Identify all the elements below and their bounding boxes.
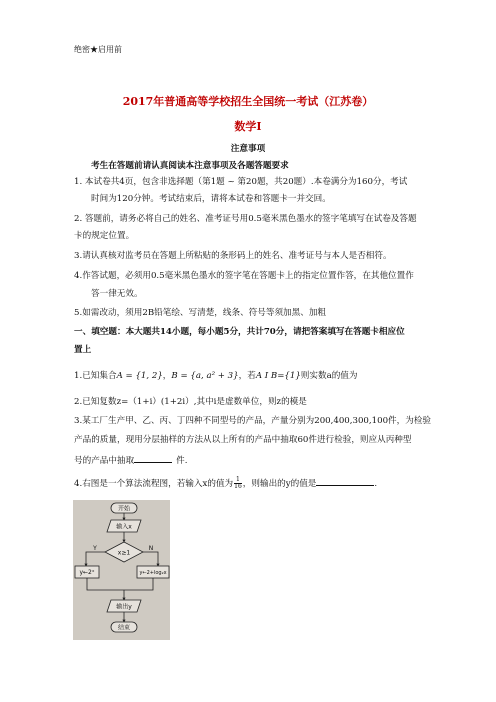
notice-subheading: 考生在答题前请认真阅读本注意事项及各题答题要求 — [91, 161, 289, 171]
flow-condition: x≥1 — [117, 549, 131, 557]
notice-item-2: 2. 答题前，请务必将自己的姓名、准考证号用0.5毫米黑色墨水的签字笔填写在试卷及答题 — [74, 214, 417, 224]
section-heading: 一、填空题：本大题共14小题，每小题5分，共计70分，请把答案填写在答题卡相应位 — [74, 327, 405, 337]
secret-mark: 绝密★启用前 — [74, 45, 122, 54]
q1-sep: ， — [162, 371, 172, 381]
notice-item-5: 5.如需改动，须用2B铅笔绘、写清楚，线条、符号等须加黑、加粗 — [74, 308, 327, 318]
q4-suffix: ，则输出的y的值是 — [242, 479, 317, 489]
flow-end: 结束 — [117, 624, 131, 632]
flow-input: 输入x — [116, 523, 132, 531]
q1-suffix: 则实数a的值为 — [300, 371, 358, 381]
notice-item-2-cont: 卡的规定位置。 — [74, 231, 135, 241]
q1-condition: A I B={1} — [255, 371, 301, 381]
flow-no-label: N — [148, 545, 154, 552]
subject-title: 数学Ⅰ — [234, 120, 262, 133]
flow-output: 输出y — [116, 603, 132, 611]
notice-item-4-cont: 答一律无效。 — [91, 289, 143, 299]
q3-answer-blank[interactable] — [134, 453, 172, 463]
flow-left-box: y←2ˣ — [79, 569, 95, 576]
question-3-end — [74, 453, 188, 467]
q4-answer-blank[interactable] — [316, 476, 374, 486]
q3-prefix: 号的产品中抽取 — [74, 456, 135, 466]
section-heading-cont: 置上 — [74, 345, 92, 355]
algorithm-flowchart — [73, 500, 170, 640]
q3-suffix: 件. — [176, 456, 188, 466]
question-4 — [74, 476, 377, 490]
q4-frac-den: 16 — [234, 483, 242, 490]
notice-heading: 注意事项 — [230, 144, 266, 154]
q1-set-a: A = {1, 2} — [116, 371, 163, 381]
q4-prefix: 4.右图是一个算法流程图，若输入x的值为 — [74, 479, 234, 489]
question-1 — [74, 370, 357, 382]
notice-item-1: 1. 本试卷共4页，包含非选择题（第1题 ~ 第20题，共20题）.本卷满分为160分，考试 — [74, 177, 408, 187]
question-3: 3.某工厂生产甲、乙、丙、丁四种不同型号的产品，产量分别为200,400,300,100件，为检验 — [74, 416, 432, 426]
flow-start: 开始 — [117, 505, 131, 513]
flow-yes-label: Y — [93, 545, 97, 552]
flow-right-box: y←2+log₂x — [139, 570, 167, 576]
q4-fraction — [234, 477, 242, 490]
q1-prefix: 1.已知集合 — [74, 371, 117, 381]
q4-end: . — [374, 479, 378, 489]
q1-set-b: B = {a, a² + 3} — [171, 371, 239, 381]
exam-title: 2017年普通高等学校招生全国统一考试（江苏卷） — [122, 95, 374, 108]
notice-item-4: 4.作答试题，必须用0.5毫米黑色墨水的签字笔在答题卡上的指定位置作答，在其他位置作 — [74, 271, 414, 281]
flowchart-svg — [73, 500, 170, 640]
q1-mid: ，若 — [238, 371, 256, 381]
question-3-cont: 产品的质量，现用分层抽样的方法从以上所有的产品中抽取60件进行检验，则应从丙种型 — [74, 435, 412, 445]
q4-frac-num: 1 — [236, 476, 240, 483]
notice-item-1-cont: 时间为120分钟。考试结束后，请将本试卷和答题卡一并交回。 — [91, 194, 331, 204]
question-2: 2.已知复数z=（1+i）(1+2i）,其中i是虚数单位，则z的模是 — [74, 397, 307, 407]
notice-item-3: 3.请认真核对监考员在答题上所粘贴的条形码上的姓名、准考证号与本人是否相符。 — [74, 251, 392, 261]
